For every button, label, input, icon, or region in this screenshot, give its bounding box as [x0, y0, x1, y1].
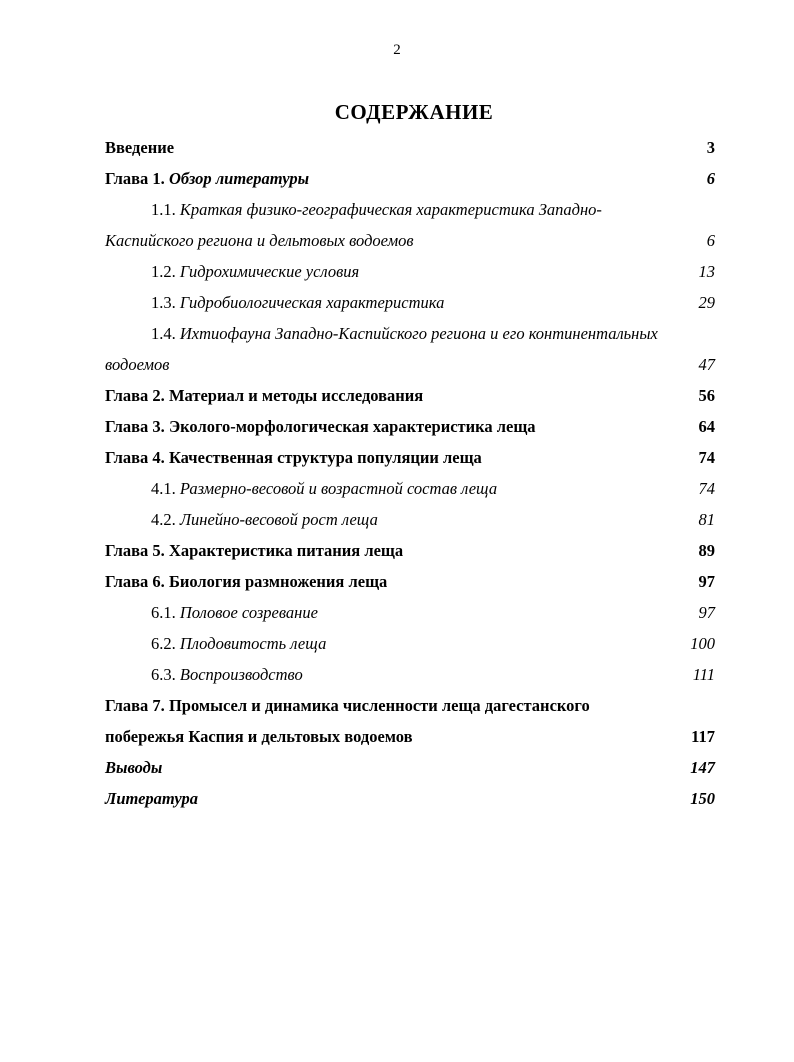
toc-entry-label: 1.2. Гидрохимические условия — [151, 262, 360, 281]
toc-entry-page: 74 — [698, 448, 715, 467]
toc-entry-page: 147 — [690, 758, 715, 777]
toc-entry-page: 13 — [698, 262, 715, 281]
toc-entry-page: 150 — [690, 789, 715, 808]
toc-entry-page: 97 — [698, 603, 715, 622]
toc-entry-label: Введение — [105, 138, 175, 157]
toc-entry-page: 3 — [706, 138, 715, 157]
table-of-contents — [105, 136, 727, 818]
toc-entry-label: Глава 2. Материал и методы исследования — [105, 386, 424, 405]
toc-entry-label: Глава 3. Эколого-морфологическая характеристика леща — [105, 417, 536, 436]
toc-entry-chapter-6[interactable] — [105, 570, 727, 601]
toc-entry-label: 1.1. Краткая физико-географическая характеристика Западно- — [151, 200, 602, 219]
toc-entry-page: 89 — [698, 541, 715, 560]
toc-entry-section-1-2[interactable] — [105, 260, 727, 291]
toc-entry-label: Глава 7. Промысел и динамика численности леща дагестанского — [105, 696, 590, 715]
toc-entry-label: 6.1. Половое созревание — [151, 603, 318, 622]
toc-entry-page: 74 — [698, 479, 715, 498]
toc-entry-label: Глава 6. Биология размножения леща — [105, 572, 388, 591]
toc-entry-page: 117 — [691, 727, 715, 746]
toc-entry-chapter-7-continued[interactable] — [105, 725, 727, 756]
toc-entry-page: 6 — [706, 169, 715, 188]
toc-entry-label-continued: Каспийского региона и дельтовых водоемов — [105, 231, 414, 250]
toc-entry-label: 1.3. Гидробиологическая характеристика — [151, 293, 445, 312]
toc-entry-page: 47 — [698, 355, 715, 374]
page-title: СОДЕРЖАНИЕ — [334, 100, 494, 124]
toc-entry-section-4-1[interactable] — [105, 477, 727, 508]
toc-entry-chapter-7[interactable] — [105, 694, 727, 725]
toc-entry-chapter-5[interactable] — [105, 539, 727, 570]
toc-entry-chapter-4[interactable] — [105, 446, 727, 477]
toc-entry-page: 81 — [698, 510, 715, 529]
toc-entry-section-1-1-continued[interactable] — [105, 229, 727, 260]
toc-entry-section-1-4[interactable] — [105, 322, 727, 353]
page-number: 2 — [393, 42, 401, 58]
toc-entry-label: 6.3. Воспроизводство — [151, 665, 303, 684]
toc-entry-label: Глава 1. Обзор литературы — [105, 169, 310, 188]
toc-entry-page: 64 — [698, 417, 715, 436]
toc-entry-label: Литература — [105, 789, 198, 808]
toc-entry-label: 4.1. Размерно-весовой и возрастной состав леща — [151, 479, 498, 498]
toc-entry-page: 29 — [698, 293, 715, 312]
toc-entry-label: Выводы — [105, 758, 163, 777]
toc-entry-chapter-2[interactable] — [105, 384, 727, 415]
toc-entry-label-continued: побережья Каспия и дельтовых водоемов — [105, 727, 413, 746]
toc-entry-section-4-2[interactable] — [105, 508, 727, 539]
toc-entry-page: 56 — [698, 386, 715, 405]
toc-entry-page: 6 — [706, 231, 715, 250]
toc-entry-label: Глава 4. Качественная структура популяции леща — [105, 448, 482, 467]
toc-entry-page: 97 — [698, 572, 715, 591]
toc-entry-chapter-3[interactable] — [105, 415, 727, 446]
toc-entry-section-6-3[interactable] — [105, 663, 727, 694]
toc-entry-page: 111 — [692, 665, 715, 684]
toc-entry-label: 1.4. Ихтиофауна Западно-Каспийского региона и его континентальных — [151, 324, 658, 343]
toc-entry-section-6-1[interactable] — [105, 601, 727, 632]
toc-entry-label: 4.2. Линейно-весовой рост леща — [151, 510, 378, 529]
toc-entry-page: 100 — [690, 634, 715, 653]
toc-entry-section-1-4-continued[interactable] — [105, 353, 727, 384]
toc-entry-introduction[interactable] — [105, 136, 727, 167]
toc-entry-section-6-2[interactable] — [105, 632, 727, 663]
toc-entry-chapter-1[interactable] — [105, 167, 727, 198]
toc-entry-label-continued: водоемов — [105, 355, 170, 374]
toc-entry-section-1-1[interactable] — [105, 198, 727, 229]
toc-entry-label: Глава 5. Характеристика питания леща — [105, 541, 404, 560]
toc-entry-references[interactable] — [105, 787, 727, 818]
toc-entry-conclusions[interactable] — [105, 756, 727, 787]
toc-entry-label: 6.2. Плодовитость леща — [151, 634, 327, 653]
toc-entry-section-1-3[interactable] — [105, 291, 727, 322]
